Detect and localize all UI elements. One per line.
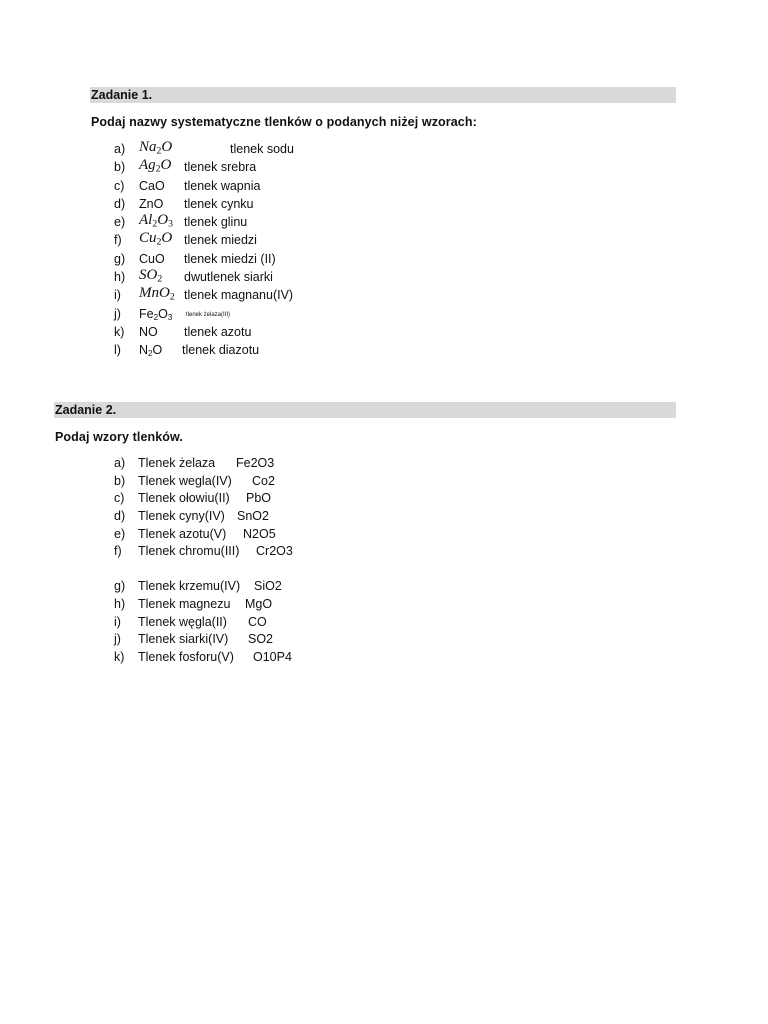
oxide-name: Tlenek fosforu(V) <box>138 649 234 664</box>
list-item: h) Tlenek magnezu MgO <box>114 596 414 614</box>
list-item: c) Tlenek ołowiu(II) PbO <box>114 490 414 508</box>
oxide-name: tlenek miedzi (II) <box>184 251 276 266</box>
oxide-name: tlenek azotu <box>184 324 252 339</box>
oxide-name: tlenek sodu <box>230 142 294 156</box>
formula: NO <box>139 324 158 339</box>
formula: $Cu_2O$ <box>139 230 173 248</box>
list-item: j) $Fe_2O_3$ tlenek żelaza(III) <box>114 305 414 323</box>
list-item: a) $Na_2O$ tlenek sodu <box>114 139 294 157</box>
oxide-name: tlenek wapnia <box>184 178 261 193</box>
list-item: g) CuO tlenek miedzi (II) <box>114 250 414 268</box>
spacer <box>114 561 414 578</box>
oxide-name: Tlenek węgla(II) <box>138 614 227 629</box>
oxide-name: Tlenek cyny(IV) <box>138 509 225 524</box>
formula: SiO2 <box>254 579 282 594</box>
formula: CO <box>248 614 267 629</box>
list-item: e) $Al_2O_3$ tlenek glinu <box>114 212 248 230</box>
task2-list <box>114 455 414 667</box>
list-item: f) $Cu_2O$ tlenek miedzi <box>114 230 257 248</box>
oxide-name: Tlenek ołowiu(II) <box>138 491 230 506</box>
list-item: b) $Ag_2O$ tlenek srebra <box>114 157 257 175</box>
oxide-name: dwutlenek siarki <box>184 270 273 285</box>
list-item: j) Tlenek siarki(IV) SO2 <box>114 631 414 649</box>
formula: $Fe_2O_3$ <box>139 306 173 322</box>
list-item: i) Tlenek węgla(II) CO <box>114 614 414 632</box>
formula: N2O5 <box>243 526 276 541</box>
formula: Co2 <box>252 473 275 488</box>
formula: Cr2O3 <box>256 544 293 559</box>
oxide-name: tlenek magnanu(IV) <box>184 288 294 303</box>
oxide-name: Tlenek magnezu <box>138 596 231 611</box>
oxide-name: Tlenek siarki(IV) <box>138 632 229 647</box>
list-item: k) NO tlenek azotu <box>114 323 414 341</box>
task1-list <box>114 140 414 360</box>
task2-title: Zadanie 2. <box>55 403 117 417</box>
task1-instruction: Podaj nazwy systematyczne tlenków o podanych niżej wzorach: <box>91 115 477 129</box>
formula: MnO$_2$ <box>139 285 175 303</box>
formula: CaO <box>139 178 165 193</box>
oxide-name: tlenek cynku <box>184 196 254 211</box>
formula: $Ag_2O$ <box>139 157 172 175</box>
list-item: f) Tlenek chromu(III) Cr2O3 <box>114 543 414 561</box>
oxide-name: Tlenek żelaza <box>138 456 216 470</box>
formula: ZnO <box>139 196 164 211</box>
oxide-name: Tlenek azotu(V) <box>138 526 227 541</box>
task1-header <box>90 87 676 103</box>
oxide-name: Tlenek chromu(III) <box>138 544 240 559</box>
oxide-name: Tlenek wegla(IV) <box>138 473 232 488</box>
oxide-name: tlenek żelaza(III) <box>186 311 231 318</box>
task1-title: Zadanie 1. <box>91 88 153 102</box>
formula: O10P4 <box>253 649 292 664</box>
formula: $N_2O$ <box>139 343 163 359</box>
oxide-name: tlenek srebra <box>184 160 257 175</box>
formula: SnO2 <box>237 509 269 524</box>
formula: MgO <box>245 596 273 611</box>
formula: $Al_2O_3$ <box>139 212 173 230</box>
list-item: l) $N_2O$ tlenek diazotu <box>114 343 260 359</box>
list-item: d) Tlenek cyny(IV) SnO2 <box>114 508 414 526</box>
list-item: g) Tlenek krzemu(IV) SiO2 <box>114 578 414 596</box>
list-item: k) Tlenek fosforu(V) O10P4 <box>114 649 414 667</box>
formula: $SO_2$ <box>139 267 163 285</box>
formula: Fe2O3 <box>236 456 275 470</box>
list-item: e) Tlenek azotu(V) N2O5 <box>114 526 414 544</box>
task2-instruction: Podaj wzory tlenków. <box>55 430 183 444</box>
list-item: h) $SO_2$ dwutlenek siarki <box>114 267 273 285</box>
list-item: a) Tlenek żelaza Fe2O3 <box>114 455 414 473</box>
task2-header <box>54 402 676 418</box>
formula: CuO <box>139 251 165 266</box>
formula: SO2 <box>248 632 274 647</box>
formula: PbO <box>246 491 272 506</box>
oxide-name: tlenek miedzi <box>184 233 257 248</box>
oxide-name: tlenek glinu <box>184 215 248 230</box>
list-item: i) MnO$_2$ tlenek magnanu(IV) <box>114 285 294 303</box>
list-item: b) Tlenek wegla(IV) Co2 <box>114 473 414 491</box>
oxide-name: tlenek diazotu <box>182 343 260 358</box>
list-item: d) ZnO tlenek cynku <box>114 195 414 213</box>
oxide-name: Tlenek krzemu(IV) <box>138 579 241 594</box>
list-item: c) CaO tlenek wapnia <box>114 177 414 195</box>
formula: $Na_2O$ <box>139 139 173 157</box>
